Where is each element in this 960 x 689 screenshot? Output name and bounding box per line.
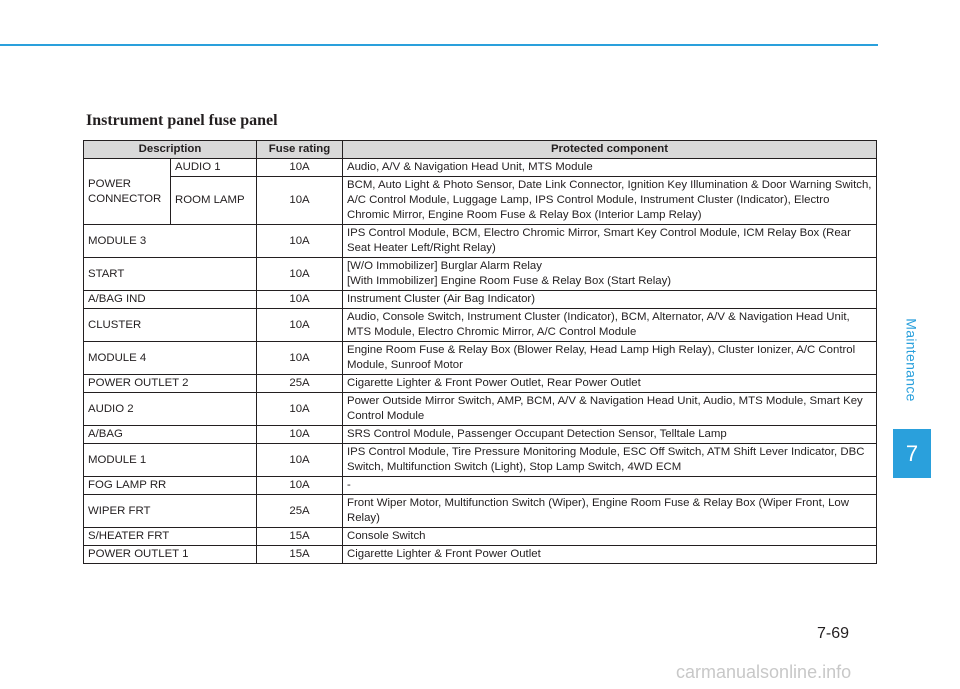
fuse-name: ROOM LAMP [171, 177, 257, 225]
watermark: carmanualsonline.info [676, 662, 852, 682]
table-header-row [84, 141, 877, 159]
table-row [84, 393, 877, 426]
fuse-rating: 10A [257, 225, 343, 258]
fuse-component: Cigarette Lighter & Front Power Outlet [343, 546, 877, 564]
fuse-rating: 10A [257, 342, 343, 375]
table-row [84, 444, 877, 477]
fuse-rating: 15A [257, 546, 343, 564]
fuse-rating: 25A [257, 495, 343, 528]
table-row [84, 159, 877, 177]
fuse-component: Audio, A/V & Navigation Head Unit, MTS Module [343, 159, 877, 177]
fuse-name: MODULE 4 [84, 342, 257, 375]
fuse-component: Front Wiper Motor, Multifunction Switch (Wiper), Engine Room Fuse & Relay Box (Wiper Front, Low Relay) [343, 495, 877, 528]
fuse-component [343, 258, 877, 291]
fuse-component: SRS Control Module, Passenger Occupant Detection Sensor, Telltale Lamp [343, 426, 877, 444]
fuse-name: WIPER FRT [84, 495, 257, 528]
fuse-rating: 25A [257, 375, 343, 393]
col-header-component: Protected component [343, 141, 877, 159]
power-connector-label: POWER CONNECTOR [84, 159, 171, 225]
section-label: Maintenance [904, 318, 920, 402]
table-row [84, 546, 877, 564]
table-row [84, 528, 877, 546]
fuse-name: A/BAG IND [84, 291, 257, 309]
fuse-name: POWER OUTLET 2 [84, 375, 257, 393]
fuse-name: AUDIO 1 [171, 159, 257, 177]
fuse-component: Engine Room Fuse & Relay Box (Blower Relay, Head Lamp High Relay), Cluster Ionizer, A/C Control Module, Sunroof Motor [343, 342, 877, 375]
table-row [84, 225, 877, 258]
page-number: 7-69 [817, 625, 850, 642]
fuse-rating: 10A [257, 309, 343, 342]
fuse-name: CLUSTER [84, 309, 257, 342]
fuse-component: Power Outside Mirror Switch, AMP, BCM, A/V & Navigation Head Unit, Audio, MTS Module, Smart Key Control Module [343, 393, 877, 426]
fuse-component: IPS Control Module, Tire Pressure Monitoring Module, ESC Off Switch, ATM Shift Lever Indicator, DBC Switch, Multifunction Switch (Light), Stop Lamp Switch, 4WD ECM [343, 444, 877, 477]
fuse-component: - [343, 477, 877, 495]
table-row [84, 375, 877, 393]
table-row [84, 291, 877, 309]
col-header-rating: Fuse rating [257, 141, 343, 159]
fuse-rating: 10A [257, 393, 343, 426]
fuse-name: FOG LAMP RR [84, 477, 257, 495]
fuse-component: Instrument Cluster (Air Bag Indicator) [343, 291, 877, 309]
component-line: [With Immobilizer] Engine Room Fuse & Relay Box (Start Relay) [347, 275, 672, 287]
fuse-name: MODULE 3 [84, 225, 257, 258]
fuse-component: Audio, Console Switch, Instrument Cluster (Indicator), BCM, Alternator, A/V & Navigation Head Unit, MTS Module, Electro Chromic Mirror, A/C Control Module [343, 309, 877, 342]
chapter-badge: 7 [893, 429, 931, 478]
fuse-rating: 15A [257, 528, 343, 546]
component-line: [W/O Immobilizer] Burglar Alarm Relay [347, 260, 542, 272]
table-row [84, 426, 877, 444]
table-row [84, 258, 877, 291]
table-row [84, 477, 877, 495]
fuse-component: Console Switch [343, 528, 877, 546]
section-tab-label [893, 300, 931, 420]
fuse-rating: 10A [257, 258, 343, 291]
fuse-rating: 10A [257, 426, 343, 444]
fuse-rating: 10A [257, 291, 343, 309]
table-row [84, 177, 877, 225]
fuse-name: MODULE 1 [84, 444, 257, 477]
col-header-description: Description [84, 141, 257, 159]
fuse-name: POWER OUTLET 1 [84, 546, 257, 564]
fuse-name: S/HEATER FRT [84, 528, 257, 546]
fuse-component: IPS Control Module, BCM, Electro Chromic Mirror, Smart Key Control Module, ICM Relay Box (Rear Seat Heater Left/Right Relay) [343, 225, 877, 258]
table-row [84, 342, 877, 375]
table-row [84, 309, 877, 342]
fuse-rating: 10A [257, 477, 343, 495]
fuse-component: Cigarette Lighter & Front Power Outlet, Rear Power Outlet [343, 375, 877, 393]
fuse-name: AUDIO 2 [84, 393, 257, 426]
fuse-rating: 10A [257, 177, 343, 225]
table-row [84, 495, 877, 528]
fuse-rating: 10A [257, 159, 343, 177]
page-title: Instrument panel fuse panel [86, 112, 278, 129]
fuse-name: START [84, 258, 257, 291]
fuse-name: A/BAG [84, 426, 257, 444]
fuse-rating: 10A [257, 444, 343, 477]
fuse-table [83, 140, 877, 564]
fuse-component: BCM, Auto Light & Photo Sensor, Date Link Connector, Ignition Key Illumination & Door Warning Switch, A/C Control Module, Luggage Lamp, IPS Control Module, Instrument Cluster (Indicator), Electro Chromic Mirror, Engine Room Fuse & Relay Box (Interior Lamp Relay) [343, 177, 877, 225]
header-rule [0, 44, 878, 46]
